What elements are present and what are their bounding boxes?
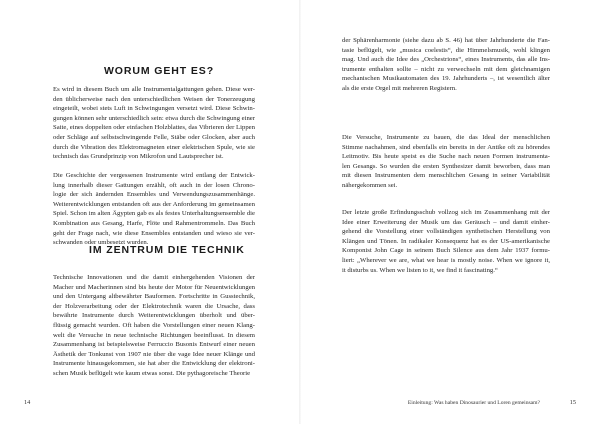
text-line: nähergekommen sei. xyxy=(342,181,398,189)
text-line: geht der Frage nach, wie diese Ensembles entstanden und wieso sie ver- xyxy=(53,229,255,237)
text-line: flüssig gemacht wurden. Oft haben die Vorstellungen einer neuen Klang- xyxy=(53,321,255,329)
text-line: Technische Innovationen und die damit einhergehenden Visionen der xyxy=(53,274,255,281)
text-line: den üblicherweise nach den unterschiedlichen Weisen der Tonerzeugung xyxy=(53,95,255,103)
text-line: Weiterentwicklungen entstanden oft aus der Anforderung im gemeinsamen xyxy=(53,200,255,208)
text-line: Kombination aus Gesang, Harfe, Flöte und Rahmentrommeln. Das Buch xyxy=(53,219,255,227)
page-number-left: 14 xyxy=(24,399,31,406)
text-line: liert: „Wherever we are, what we hear is mostly noise. When we ignore it, xyxy=(342,256,550,264)
text-line: Klängen und Tönen. In radikaler Konsequenz hat es der US-amerikanische xyxy=(342,237,550,245)
text-line: Komponist John Cage in seinem Buch Silence aus dem Jahr 1937 formu- xyxy=(342,247,550,255)
section-heading-im-zentrum-die-technik: IM ZENTRUM DIE TECHNIK xyxy=(89,244,245,256)
paragraph-noise-cage xyxy=(342,208,550,275)
text-line: tasie beflügelt, wie „musica coelestis“, die Himmelsmusik, wohl klingen xyxy=(342,46,550,54)
text-line: Die Versuche, Instrumente zu bauen, die das Ideal der menschlichen xyxy=(342,134,550,141)
text-line: mechanischen Musikautomaten des 19. Jahrhunderts –, ist wesentlich älter xyxy=(342,75,550,83)
text-line: welt die Versuche in neue technische Richtungen beeinflusst. In diesem xyxy=(53,331,255,339)
text-line: mit diesen Instrumenten dem menschlichen Gesang in seiner Variabilität xyxy=(342,172,550,180)
text-line: schen Musik beflügelt wie kaum etwas sonst. Die pythagoreische Theorie xyxy=(53,369,251,377)
page-number-right: 15 xyxy=(569,399,576,406)
text-line: lung innerhalb dieser Gattungen erzählt, oft auch in der losen Chrono- xyxy=(53,181,255,189)
text-line: Stimme nachahmen, sind ebenfalls ein bereits in der Antike oft zu hörendes xyxy=(342,143,550,151)
text-line: durch die Vibration des Elektromagneten einer elektrischen Spule, wie sie xyxy=(53,143,255,151)
section-heading-worum-geht-es: WORUM GEHT ES? xyxy=(104,65,215,77)
paragraph-instrumental-genres xyxy=(53,85,255,162)
text-line: Es wird in diesem Buch um alle Instrumentalgattungen gehen. Diese wer- xyxy=(53,86,255,93)
text-line: technisch das Grundprinzip von Mikrofon und Lautsprecher ist. xyxy=(53,153,224,161)
right-page xyxy=(300,0,600,424)
paragraph-history-ensembles xyxy=(53,171,255,248)
text-line: it disturbs us. When we listen to it, we find it fascinating.“ xyxy=(342,266,498,274)
text-line: oder Schläge auf selbstschwingende Felle, Stäbe oder Glocken, aber auch xyxy=(53,133,255,141)
text-line: mag. Und auch die Idee des „Orchestrions“, eines Instruments, das alle Ins- xyxy=(342,56,550,64)
text-line: Spiel. Schon im alten Ägypten gab es als festes Unterhaltungsensemble die xyxy=(53,210,255,218)
text-line: Instrumente hinausgekommen, sie hat aber die Entwicklung der elektroni- xyxy=(53,360,255,368)
text-line: Leitmotiv. Bis heute speist es die Suche nach neuen Formen instrumenta- xyxy=(342,153,550,161)
text-line: als die erste Orgel mit mehreren Registern. xyxy=(342,84,457,92)
text-line: der Holzverarbeitung oder der Elektrotechnik waren die Ursache, dass xyxy=(53,302,255,310)
text-line: eingeteilt, wobei stets Luft in Schwingungen versetzt wird. Diese Schwin- xyxy=(53,105,255,113)
paragraph-technical-innovations xyxy=(53,273,255,379)
text-line: bewährte Instrumente durch Weiterentwicklungen überholt und über- xyxy=(53,312,255,320)
text-line: Ästhetik der Tonkunst von 1907 nie über die vage Idee neuer Klänge und xyxy=(53,350,255,358)
text-line: Macher und Macherinnen sind bis heute der Motor für Neuentwicklungen xyxy=(53,283,255,291)
text-line: logie der sich ändernden Ensembles und Verwendungszusammenhänge. xyxy=(53,191,255,199)
text-line: Idee einer Erweiterung der Musik um das Geräusch – und damit einher- xyxy=(342,218,550,226)
text-line: gehend die Vorstellung einer vollständigen synthetischen Herstellung von xyxy=(342,228,550,236)
paragraph-human-voice xyxy=(342,133,550,191)
text-line: gungen können sehr unterschiedlich sein: etwa durch die Schwingung einer xyxy=(53,114,255,122)
text-line: len Gesangs. So wurden die ersten Synthesizer damit beworben, dass man xyxy=(342,162,550,170)
text-line: Zusammenhang ist beispielsweise Ferruccio Busonis Entwurf einer neuen xyxy=(53,341,255,349)
paragraph-harmony-of-spheres xyxy=(342,36,550,94)
text-line: Die Geschichte der vergessenen Instrumente wird entlang der Entwick- xyxy=(53,172,255,179)
text-line: Saite, eines doppelten oder einfachen Holzblattes, das Vibrieren der Lippen xyxy=(53,124,255,132)
text-line: schwanden oder umbesetzt wurden. xyxy=(53,239,149,247)
text-line: Der letzte große Erfindungsschub vollzog sich im Zusammenhang mit der xyxy=(342,209,550,216)
running-footer: Einleitung: Was haben Dinosaurier und Loren gemeinsam? xyxy=(407,400,540,406)
text-line: und den Untergang altbewährter Bauformen. Fortschritte in Gusstechnik, xyxy=(53,293,255,301)
text-line: trumente enthalten sollte – nicht zu verwechseln mit dem gleichnamigen xyxy=(342,65,550,73)
text-line: der Sphärenharmonie (siehe dazu ab S. 46) hat über Jahrhunderte die Fan- xyxy=(342,37,550,44)
